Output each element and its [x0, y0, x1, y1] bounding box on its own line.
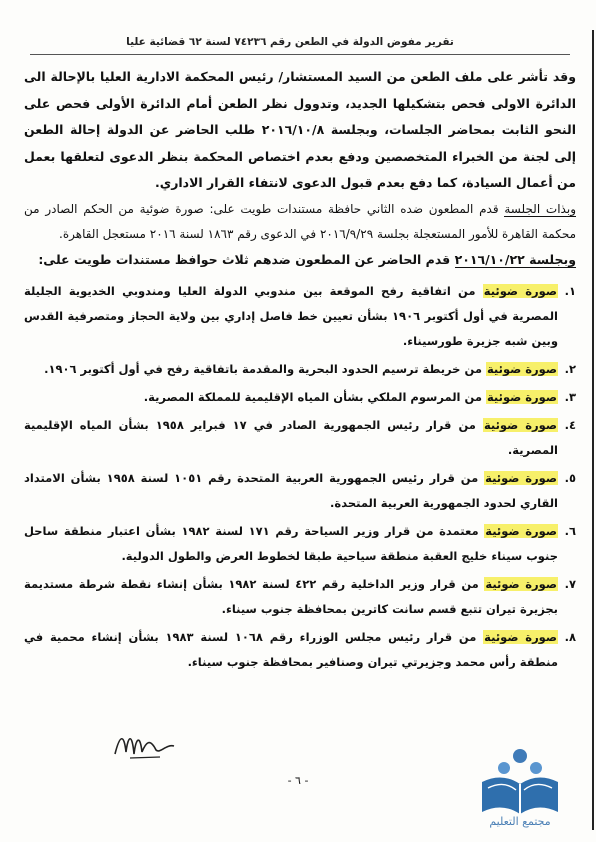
item-number: ٢. — [564, 362, 576, 376]
item-number: ٨. — [564, 630, 576, 644]
list-item — [24, 466, 576, 516]
session-a-text: قدم المطعون ضده الثاني حافظة مستندات طويت على: صورة ضوئية من الحكم الصادر من محكمة القاهرة للأمور المستعجلة بجلسة ٢٠١٦/٩/٢٩ في الدعوى رقم ١٨٦٣ لسنة ٢٠١٦ مستعجل القاهرة. — [24, 201, 576, 241]
handwritten-signature — [110, 724, 180, 764]
list-item — [24, 385, 576, 410]
documents-list — [24, 279, 576, 675]
highlighted-phrase: صورة ضوئية — [484, 630, 558, 644]
item-text: من المرسوم الملكي بشأن المياه الإقليمية للمملكة المصرية. — [143, 390, 486, 404]
list-item — [24, 519, 576, 569]
item-number: ٧. — [564, 577, 576, 591]
item-text: من قرار رئيس مجلس الوزراء رقم ١٠٦٨ لسنة ١٩٨٣ بشأن إنشاء محمية في منطقة رأس محمد وجزيرتي تيران وصنافير بمحافظة جنوب سيناء. — [24, 630, 558, 669]
item-number: ١. — [564, 284, 576, 298]
item-text: من قرار وزير الداخلية رقم ٤٢٢ لسنة ١٩٨٢ بشأن إنشاء نقطة شرطة مستديمة بجزيرة تيران تتبع قسم سانت كاترين بمحافظة جنوب سيناء. — [24, 577, 558, 616]
highlighted-phrase: صورة ضوئية — [483, 284, 557, 298]
intro-paragraph: وقد تأشر على ملف الطعن من السيد المستشار/ رئيس المحكمة الادارية العليا بالإحالة الى الدائرة الاولى فحص بتشكيلها الجديد، وتدوول نظر الطعن أمام الدائرة الأولى فحص على النحو الثابت بمحاضر الجلسات، وبجلسة ٢٠١٦/١٠/٨ طلب الحاضر عن الدولة إحالة الطعن إلى لجنة من الخبراء المتخصصين ودفع بعدم اختصاص المحكمة بنظر الدعوى لتعلقها بعمل من أعمال السيادة، كما دفع بعدم قبول الدعوى لانتفاء القرار الاداري. — [24, 69, 576, 190]
list-item — [24, 279, 576, 354]
list-item — [24, 572, 576, 622]
item-number: ٣. — [564, 390, 576, 404]
item-text: من قرار رئيس الجمهورية العربية المتحدة رقم ١٠٥١ لسنة ١٩٥٨ بشأن الامتداد القاري لحدود الجمهورية العربية المتحدة. — [24, 471, 558, 510]
highlighted-phrase: صورة ضوئية — [485, 577, 557, 591]
document-body — [24, 64, 576, 678]
highlighted-phrase: صورة ضوئية — [486, 390, 557, 404]
session-a-paragraph — [24, 197, 576, 247]
header-divider — [30, 54, 570, 55]
session-b-paragraph — [24, 247, 576, 274]
list-item — [24, 625, 576, 675]
item-text: من قرار رئيس الجمهورية الصادر في ١٧ فبراير ١٩٥٨ بشأن المياه الإقليمية المصرية. — [24, 418, 558, 457]
logo-caption: مجتمع التعليم — [489, 815, 551, 828]
item-number: ٦. — [564, 524, 576, 538]
item-text: من خريطة ترسيم الحدود البحرية والمقدمة باتفاقية رفح في أول أكتوبر ١٩٠٦. — [44, 362, 486, 376]
session-b-label: وبجلسة ٢٠١٦/١٠/٢٢ — [454, 251, 576, 267]
item-text: معتمدة من قرار وزير السياحة رقم ١٧١ لسنة ١٩٨٢ بشأن اعتبار منطقة ساحل جنوب سيناء خليج العقبة منطقة سياحية طبقا لخطوط العرض والطول الدولية. — [24, 524, 558, 563]
item-number: ٤. — [564, 418, 576, 432]
list-item — [24, 413, 576, 463]
highlighted-phrase: صورة ضوئية — [485, 524, 557, 538]
session-b-text: قدم الحاضر عن المطعون ضدهم ثلاث حوافظ مستندات طويت على: — [38, 251, 455, 267]
item-number: ٥. — [564, 471, 576, 485]
highlighted-phrase: صورة ضوئية — [486, 362, 557, 376]
report-header: تقرير مفوض الدولة في الطعن رقم ٧٤٢٣٦ لسنة ٦٢ قضائية عليا — [126, 36, 454, 48]
item-text: من اتفاقية رفح الموقعة بين مندوبي الدولة العليا ومندوبي الخديوية الجليلة المصرية في أول أكتوبر ١٩٠٦ بشأن تعيين خط فاصل إداري بين ولاية الحجاز ومتصرفية القدس وبين شبه جزيرة طورسيناء. — [24, 284, 558, 348]
highlighted-phrase: صورة ضوئية — [485, 471, 557, 485]
highlighted-phrase: صورة ضوئية — [483, 418, 557, 432]
page-number: - ٦ - — [287, 774, 309, 787]
list-item — [24, 357, 576, 382]
session-a-label: وبذات الجلسة — [504, 201, 576, 216]
